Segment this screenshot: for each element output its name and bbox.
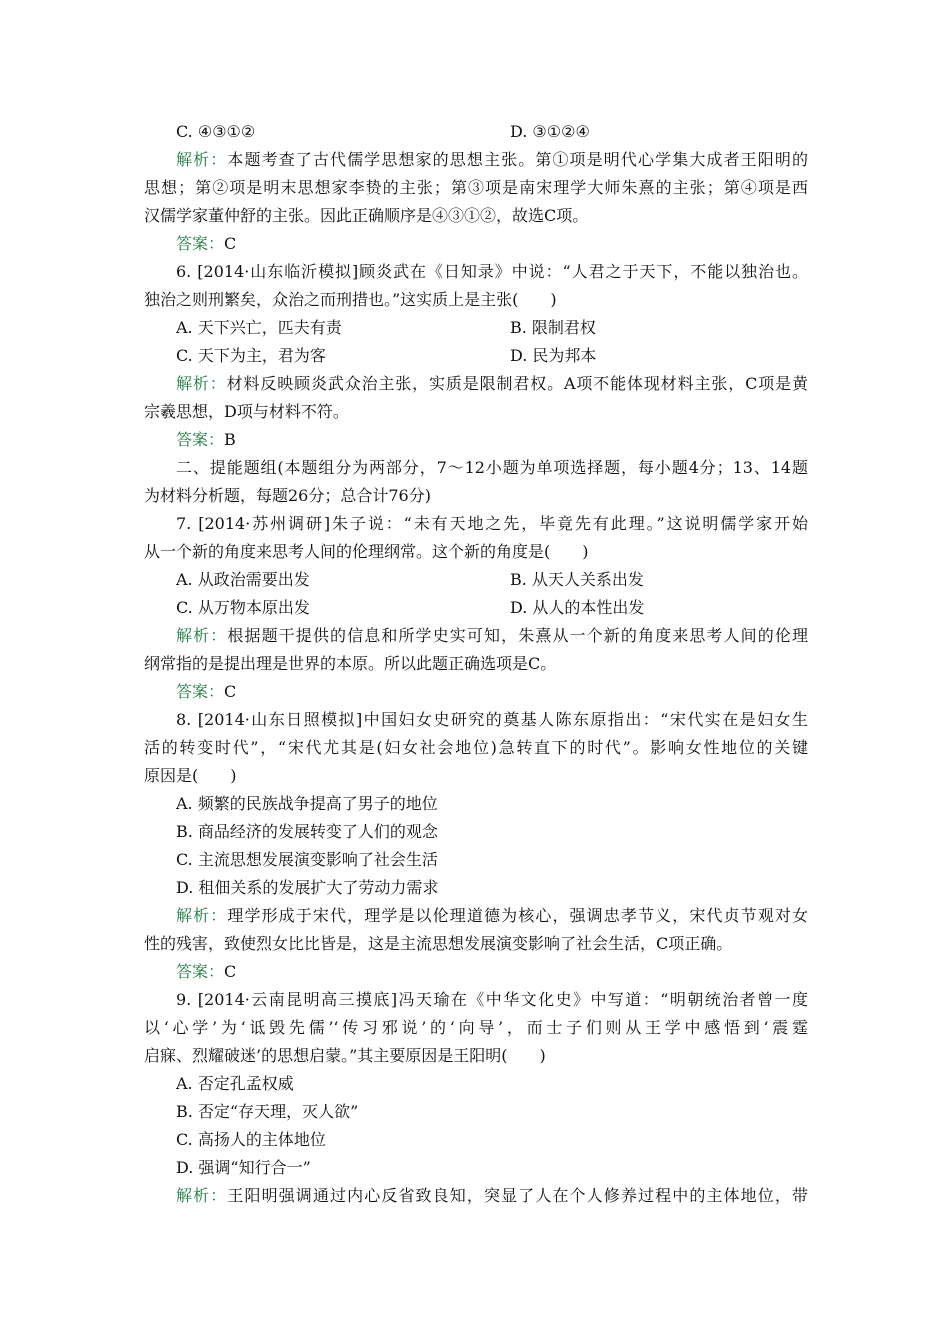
q7-option-b: B. 从天人关系出发 [510, 570, 644, 589]
q7-options-cd [144, 594, 808, 622]
q6-options-cd [144, 342, 808, 370]
q8-stem-line-2: 活的转变时代”，“宋代尤其是(妇女社会地位)急转直下的时代”。影响女性地位的关键 [144, 738, 808, 757]
q9-stem-line-3: 启寐、烈耀破迷’的思想启蒙。”其主要原因是王阳明( ) [144, 1046, 546, 1065]
q6-option-d: D. 民为邦本 [510, 346, 597, 365]
section2-heading-line-1: 二、提能题组(本题组分为两部分，7～12小题为单项选择题，每小题4分；13、14题 [176, 458, 808, 477]
q7-answer-label: 答案： [176, 682, 225, 701]
q6-stem-line-2: 独治之则刑繁矣，众治之而刑措也。”这实质上是主张( ) [144, 290, 557, 309]
q8-answer-value: C [224, 962, 237, 981]
q6-answer-value: B [224, 430, 236, 449]
q5-answer-value: C [224, 234, 237, 253]
q9-option-d: D. 强调“知行合一” [176, 1158, 311, 1177]
q9-option-c: C. 高扬人的主体地位 [176, 1130, 326, 1149]
q7-answer [144, 678, 808, 706]
q6-answer [144, 426, 808, 454]
q6-options-ab [144, 314, 808, 342]
q7-answer-value: C [224, 682, 237, 701]
q7-option-c: C. 从万物本原出发 [176, 598, 310, 617]
q8-explanation-line-1 [144, 902, 808, 930]
q7-explanation-line-2: 纲常指的是提出理是世界的本原。所以此题正确选项是C。 [144, 654, 557, 673]
q6-explanation-text-1: 材料反映顾炎武众治主张，实质是限制君权。A项不能体现材料主张，C项是黄 [226, 374, 808, 393]
q7-stem-line-2: 从一个新的角度来思考人间的伦理纲常。这个新的角度是( ) [144, 542, 589, 561]
q8-explanation-label: 解析： [176, 906, 228, 925]
q5-answer-label: 答案： [176, 234, 225, 253]
q6-explanation-label: 解析： [176, 374, 227, 393]
q5-option-d: D. ③①②④ [510, 122, 590, 141]
q8-stem-line-3: 原因是( ) [144, 766, 237, 785]
q8-option-b: B. 商品经济的发展转变了人们的观念 [176, 822, 438, 841]
q8-answer-label: 答案： [176, 962, 225, 981]
q7-explanation-text-1: 根据题干提供的信息和所学史实可知，朱熹从一个新的角度来思考人间的伦理 [227, 626, 808, 645]
q6-explanation-line-2: 宗羲思想，D项与材料不符。 [144, 402, 349, 421]
q5-option-c: C. ④③①② [176, 122, 256, 141]
q9-stem-line-2: 以‘心学’为‘诋毁先儒’‘传习邪说’的‘向导’，而士子们则从王学中感悟到‘震霆 [144, 1018, 808, 1037]
q8-answer [144, 958, 808, 986]
q6-option-c: C. 天下为主，君为客 [176, 346, 326, 365]
q9-explanation-label: 解析： [176, 1186, 228, 1205]
q5-options-cd [144, 118, 808, 146]
document-content [144, 118, 808, 1210]
q5-explanation-text-1: 本题考查了古代儒学思想家的思想主张。第①项是明代心学集大成者王阳明的 [227, 150, 808, 169]
q8-option-c: C. 主流思想发展演变影响了社会生活 [176, 850, 438, 869]
q9-explanation-line-1 [144, 1182, 808, 1210]
q8-option-d: D. 租佃关系的发展扩大了劳动力需求 [176, 878, 439, 897]
q7-option-a: A. 从政治需要出发 [176, 570, 310, 589]
q5-answer [144, 230, 808, 258]
q5-explanation-line-3: 汉儒学家董仲舒的主张。因此正确顺序是④③①②，故选C项。 [144, 206, 589, 225]
q9-option-a: A. 否定孔孟权威 [176, 1074, 294, 1093]
q9-option-b: B. 否定“存天理，灭人欲” [176, 1102, 359, 1121]
q7-stem-line-1: 7. [2014·苏州调研]朱子说：“未有天地之先，毕竟先有此理。”这说明儒学家开始 [176, 514, 808, 533]
q8-explanation-text-1: 理学形成于宋代，理学是以伦理道德为核心，强调忠孝节义，宋代贞节观对女 [227, 906, 808, 925]
q6-explanation-line-1 [144, 370, 808, 398]
q8-option-a: A. 频繁的民族战争提高了男子的地位 [176, 794, 438, 813]
q9-explanation-text-1: 王阳明强调通过内心反省致良知，突显了人在个人修养过程中的主体地位，带 [227, 1186, 808, 1205]
q6-option-a: A. 天下兴亡，匹夫有责 [176, 318, 342, 337]
q6-answer-label: 答案： [176, 430, 225, 449]
q5-explanation-label: 解析： [176, 150, 228, 169]
q8-stem-line-1: 8. [2014·山东日照模拟]中国妇女史研究的奠基人陈东原指出：“宋代实在是妇女生 [176, 710, 808, 729]
q7-explanation-line-1 [144, 622, 808, 650]
q7-options-ab [144, 566, 808, 594]
q8-explanation-line-2: 性的残害，致使烈女比比皆是，这是主流思想发展演变影响了社会生活，C项正确。 [144, 934, 733, 953]
q6-stem-line-1: 6. [2014·山东临沂模拟]顾炎武在《日知录》中说：“人君之于天下，不能以独治也。 [176, 262, 808, 281]
q5-explanation-line-2: 思想；第②项是明末思想家李贽的主张；第③项是南宋理学大师朱熹的主张；第④项是西 [144, 178, 808, 197]
q5-explanation-line-1 [144, 146, 808, 174]
q7-explanation-label: 解析： [176, 626, 228, 645]
section2-heading-line-2: 为材料分析题，每题26分；总合计76分) [144, 486, 431, 505]
q7-option-d: D. 从人的本性出发 [510, 598, 645, 617]
q9-stem-line-1: 9. [2014·云南昆明高三摸底]冯天瑜在《中华文化史》中写道：“明朝统治者曾一度 [176, 990, 808, 1009]
q6-option-b: B. 限制君权 [510, 318, 596, 337]
